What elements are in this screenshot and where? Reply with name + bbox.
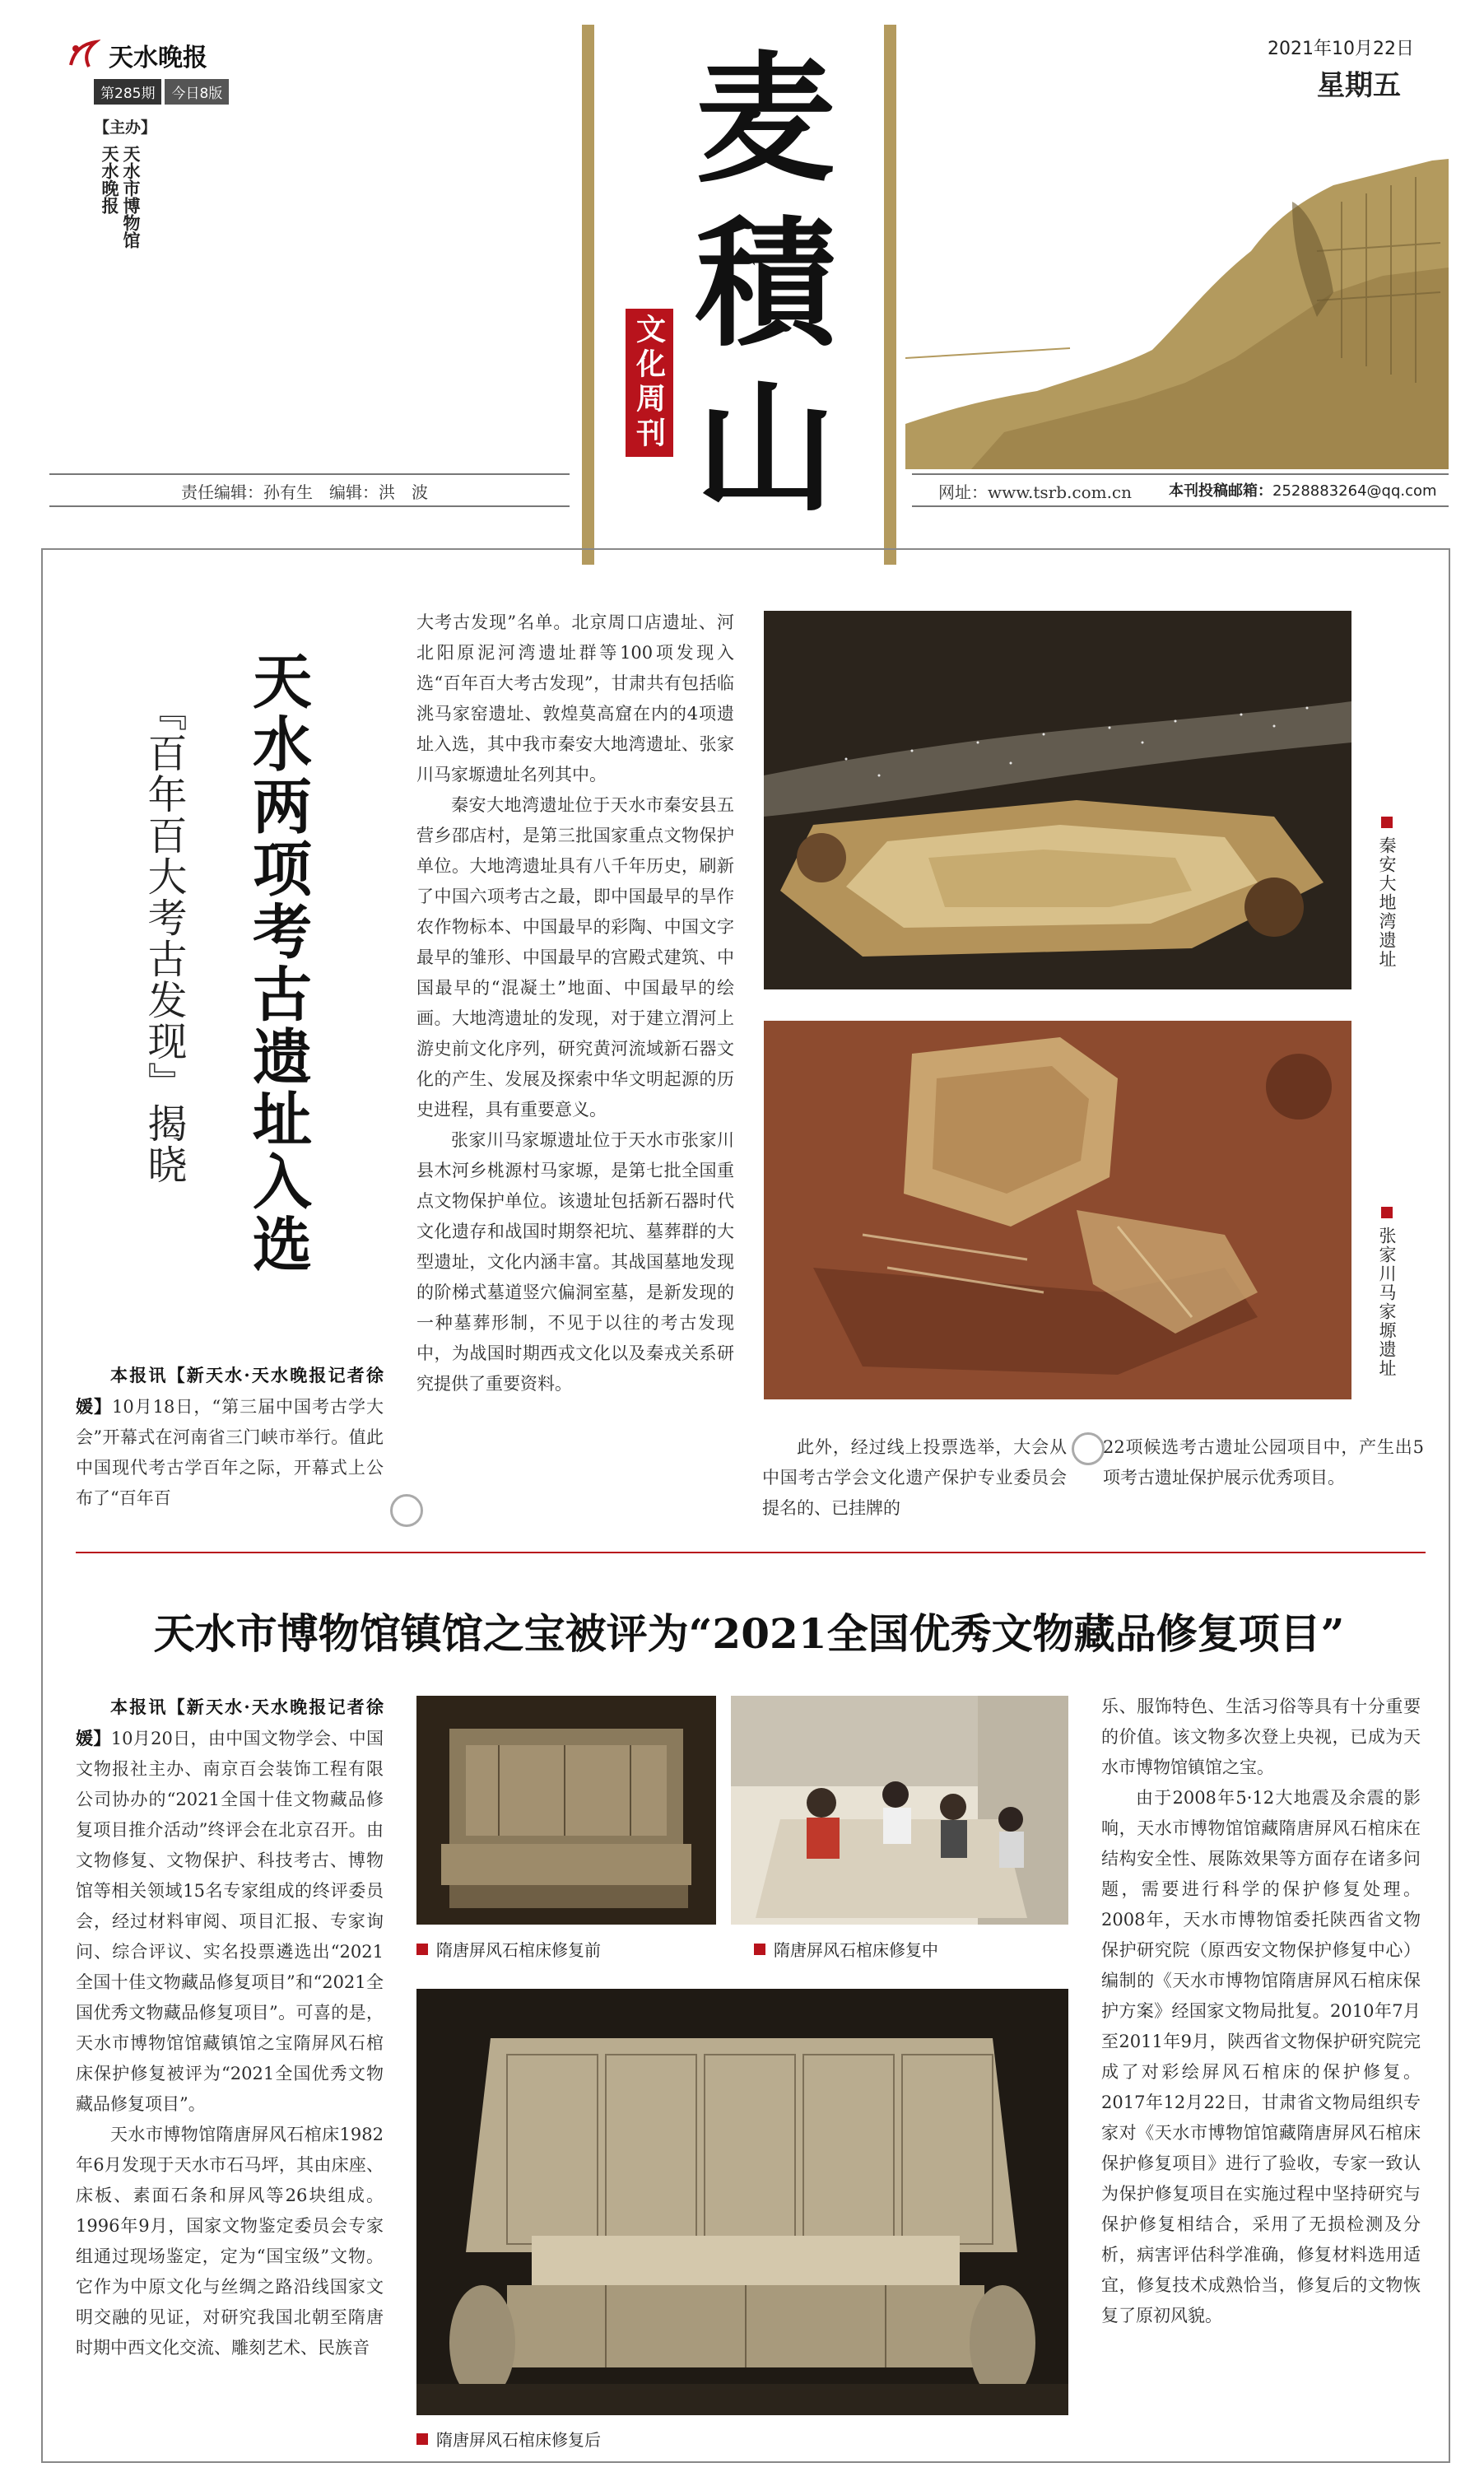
article1-paragraph: 张家川马家塬遗址位于天水市张家川县木河乡桃源村马家塬，是第七批全国重点文物保护单位。该遗址包括新石器时代文化遗存和战国时期祭祀坑、墓葬群的大型遗址，文化内涵丰富。其战国墓地发现的阶梯式墓道竖穴偏洞室墓，是新发现的一种墓葬形制，不见于以往的考古发现中，为战国时期西戎文化以及秦戎关系研究提供了重要资料。 <box>416 1130 734 1394</box>
column-title <box>675 37 856 531</box>
host-museum: 天水市博物馆 <box>121 145 141 249</box>
article2-paragraph: 乐、服饰特色、生活习俗等具有十分重要的价值。该文物多次登上央视，已成为天水市博物馆镇馆之宝。 <box>1101 1697 1421 1777</box>
coffin-during-photo <box>731 1696 1068 1925</box>
article2-paragraph: 天水市博物馆隋唐屏风石棺床1982年6月发现于天水市石马坪，其由床座、床板、素面石条和屏风等26块组成。1996年9月，国家文物鉴定委员会专家组通过现场鉴定，定为“国宝级”文物。它作为中原文化与丝绸之路沿线国家文明交融的见证，对研究我国北朝至隋唐时期中西文化交流、雕刻艺术、民族音 <box>76 2125 384 2358</box>
header-rule-right-2 <box>912 505 1449 507</box>
continuation-marker-icon <box>1072 1432 1105 1465</box>
article2-headline: 天水市博物馆镇馆之宝被评为“2021全国优秀文物藏品修复项目” <box>153 1609 1345 1658</box>
coffin-before-photo <box>416 1696 716 1925</box>
continuation-marker-icon <box>390 1494 423 1527</box>
host-label: 【主办】 <box>94 119 157 137</box>
weekday: 星期五 <box>1317 69 1401 102</box>
email-line <box>1169 479 1437 500</box>
coffin-after-photo <box>416 1989 1068 2415</box>
website: 网址：www.tsrb.com.cn <box>938 482 1133 502</box>
title-char-2: 積 <box>695 202 835 366</box>
article1-middle-column <box>416 608 734 1399</box>
article1-paragraph: 大考古发现”名单。北京周口店遗址、河北阳原泥河湾遗址群等100项发现入选“百年百大考古发现”，甘肃共有包括临洮马家窑遗址、敦煌莫高窟在内的4项遗址入选，其中我市秦安大地湾遗址、张家川马家塬遗址名列其中。 <box>416 612 734 784</box>
column-subtitle: 文化周刊 <box>626 309 673 457</box>
article2-right-column <box>1101 1692 1421 2331</box>
title-char-1: 麦 <box>695 37 835 202</box>
caption-marker-icon <box>416 2433 428 2445</box>
article1-byline: 本报讯【新天水·天水晚报记者徐媛】 <box>76 1365 384 1417</box>
host-list <box>99 145 142 277</box>
caption-marker-icon <box>1381 1207 1393 1218</box>
header-rule-left <box>49 473 570 475</box>
dadiwan-caption: 秦安大地湾遗址 <box>1377 836 1397 969</box>
article1-subheadline: 『百年百大考古发现』揭晓 <box>141 691 187 1185</box>
article1-lead-text: 10月18日，“第三届中国考古学大会”开幕式在河南省三门峡市举行。值此中国现代考古学百年之际，开幕式上公布了“百年百 <box>76 1397 384 1508</box>
article2-paragraph: 由于2008年5·12大地震及余震的影响，天水市博物馆馆藏隋唐屏风石棺床在结构安全性、展陈效果等方面存在诸多问题，需要进行科学的保护修复处理。2008年，天水市博物馆委托陕西省文物保护研究院（原西安文物保护修复中心）编制的《天水市博物馆隋唐屏风石棺床保护方案》经国家文物局批复。2010年7月至2011年9月，陕西省文物保护研究院完成了对彩绘屏风石棺床的保护修复。2017年12月22日，甘肃省文物局组织专家对《天水市博物馆馆藏隋唐屏风石棺床保护修复项目》进行了验收，专家一致认为保护修复项目在实施过程中坚持研究与保护修复相结合，采用了无损检测及分析，病害评估科学准确，修复材料选用适宜，修复技术成熟恰当，修复后的文物恢复了原初风貌。 <box>1101 1788 1421 2325</box>
majiayuan-caption: 张家川马家塬遗址 <box>1377 1227 1397 1378</box>
coffin-before-caption-text: 隋唐屏风石棺床修复前 <box>436 1940 601 1960</box>
article1-lead <box>76 1360 384 1514</box>
issue-number: 第285期 <box>94 79 161 105</box>
title-char-3: 山 <box>695 366 835 531</box>
header-rule-left-2 <box>49 505 570 507</box>
article1-headline: 天水两项考古遗址入选 <box>243 650 313 1276</box>
dadiwan-photo <box>764 611 1351 989</box>
coffin-before-caption <box>416 1937 601 1961</box>
email-address: 2528883264@qq.com <box>1272 482 1437 500</box>
article1-paragraph: 秦安大地湾遗址位于天水市秦安县五营乡邵店村，是第三批国家重点文物保护单位。大地湾遗址具有八千年历史，刷新了中国六项考古之最，即中国最早的旱作农作物标本、中国最早的彩陶、中国文字最早的雏形、中国最早的宫殿式建筑、中国最早的“混凝土”地面、中国最早的绘画。大地湾遗址的发现，对于建立渭河上游史前文化序列，研究黄河流域新石器文化的产生、发展及探索中华文明起源的历史进程，具有重要意义。 <box>416 795 734 1120</box>
coffin-during-caption <box>754 1937 938 1961</box>
article2-paragraph: 10月20日，由中国文物学会、中国文物报社主办、南京百会装饰工程有限公司协办的“2021全国十佳文物藏品修复项目推介活动”终评会在北京召开。由文物修复、文物保护、科技考古、博物馆等相关领域15名专家组成的终评委员会，经过材料审阅、项目汇报、专家询问、综合评议、实名投票遴选出“2021全国十佳文物藏品修复项目”和“2021全国优秀文物藏品修复项目”。可喜的是，天水市博物馆馆藏镇馆之宝隋屏风石棺床保护修复被评为“2021全国优秀文物藏品修复项目”。 <box>76 1729 384 2114</box>
article2-left-column <box>76 1692 384 2363</box>
article-separator <box>76 1552 1426 1553</box>
paper-logo <box>66 37 207 73</box>
email-label: 本刊投稿邮箱： <box>1169 482 1272 500</box>
issue-info <box>94 79 229 105</box>
majiayuan-photo <box>764 1021 1351 1399</box>
paper-logo-icon <box>66 39 100 72</box>
issue-date: 2021年10月22日 <box>1268 39 1414 59</box>
host-paper: 天水晚报 <box>100 145 119 214</box>
editors-line: 责任编辑：孙有生 编辑：洪 波 <box>181 482 428 502</box>
article2-byline: 本报讯【新天水·天水晚报记者徐媛】 <box>76 1697 384 1748</box>
caption-marker-icon <box>754 1944 765 1955</box>
coffin-after-caption <box>416 2427 601 2451</box>
caption-marker-icon <box>1381 817 1393 828</box>
header-rule-right <box>912 473 1449 475</box>
article1-bottom-right: 22项候选考古遗址公园项目中，产生出5项考古遗址保护展示优秀项目。 <box>1103 1437 1424 1487</box>
paper-name: 天水晚报 <box>109 44 207 72</box>
coffin-after-caption-text: 隋唐屏风石棺床修复后 <box>436 2430 601 2450</box>
article1-bottom-middle: 此外，经过线上投票选举，大会从中国考古学会文化遗产保护专业委员会提名的、已挂牌的 <box>762 1437 1067 1518</box>
coffin-during-caption-text: 隋唐屏风石棺床修复中 <box>774 1940 938 1960</box>
caption-marker-icon <box>416 1944 428 1955</box>
mountain-illustration <box>905 152 1449 469</box>
page-count: 今日8版 <box>165 79 229 105</box>
